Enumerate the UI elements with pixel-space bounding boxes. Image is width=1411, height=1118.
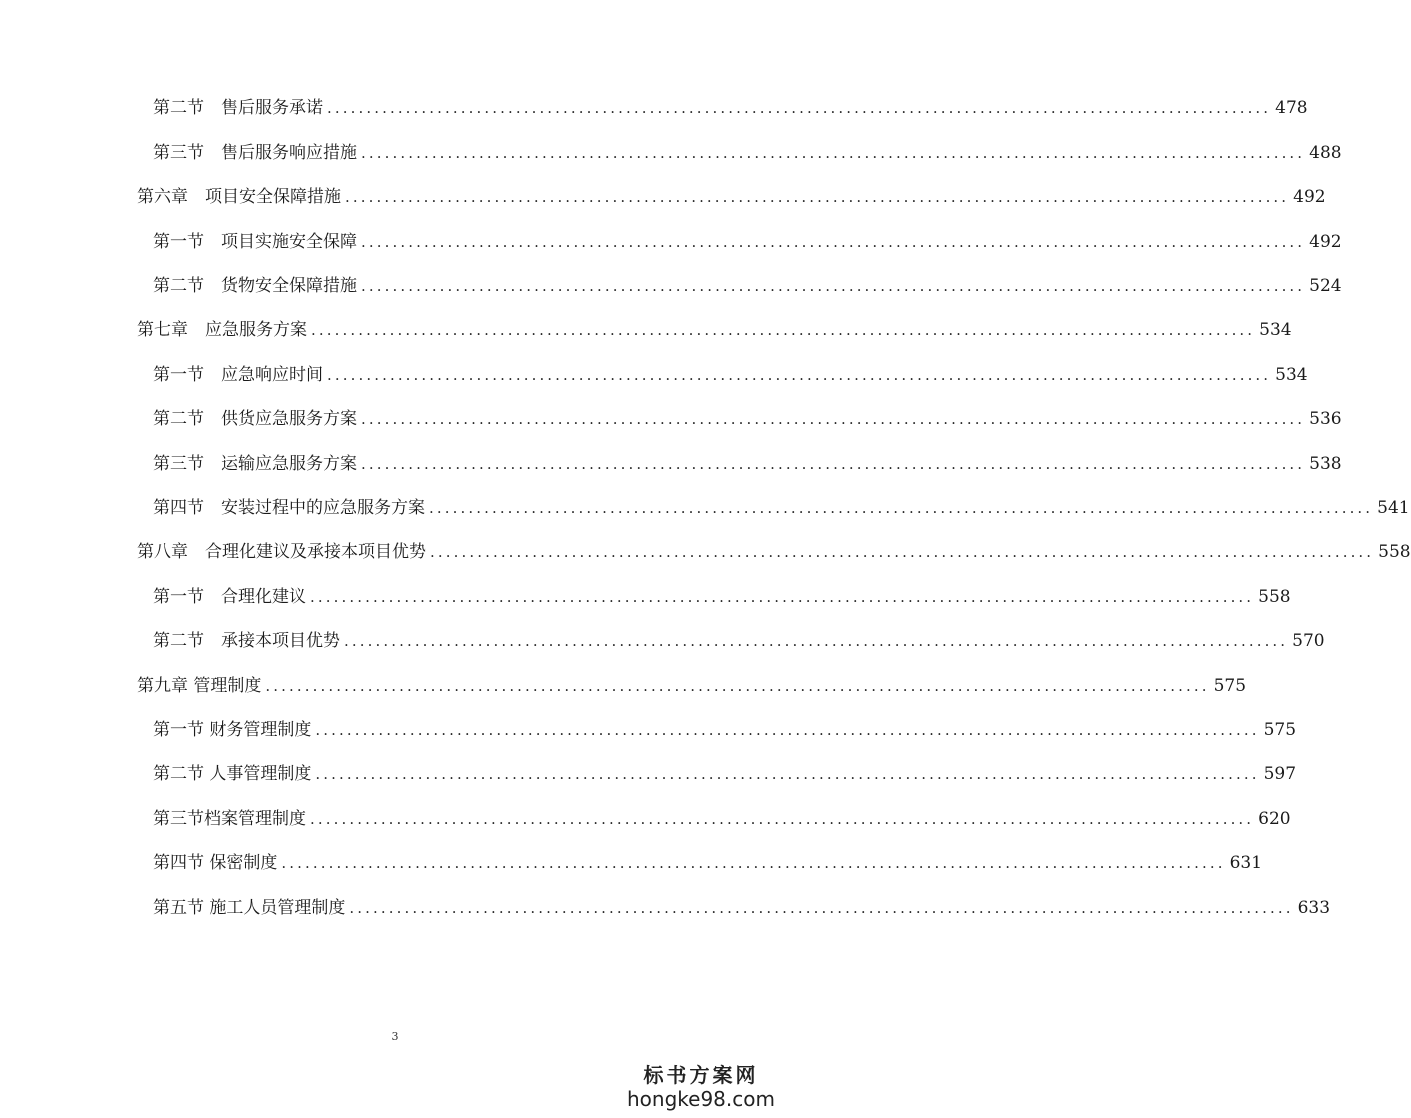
toc-entry-label: 第三节 售后服务响应措施 bbox=[153, 143, 357, 163]
toc-entry-label: 第九章 管理制度 bbox=[137, 676, 262, 696]
toc-entry-page: 534 bbox=[1259, 320, 1292, 340]
toc-entry-label: 第一节 项目实施安全保障 bbox=[153, 232, 357, 252]
toc-entry-page: 534 bbox=[1275, 365, 1308, 385]
toc-entry-label: 第一节 应急响应时间 bbox=[153, 365, 323, 385]
toc-entry-page: 558 bbox=[1258, 587, 1291, 607]
toc-entry-label: 第二节 供货应急服务方案 bbox=[153, 409, 357, 429]
toc-entry-page: 492 bbox=[1293, 187, 1326, 207]
toc-entry-label: 第四节 保密制度 bbox=[153, 853, 278, 873]
dot-leader: ........................................................................................................................ bbox=[281, 854, 1226, 872]
page-number: 3 bbox=[391, 1030, 399, 1043]
toc-entry[interactable] bbox=[153, 585, 1291, 609]
toc-entry[interactable] bbox=[153, 407, 1342, 431]
dot-leader: ........................................................................................................................ bbox=[311, 321, 1256, 339]
toc-entry[interactable] bbox=[153, 141, 1342, 165]
toc-entry-page: 575 bbox=[1213, 676, 1247, 696]
toc-entry-label: 第三节档案管理制度 bbox=[153, 809, 306, 829]
toc-entry-page: 633 bbox=[1297, 898, 1331, 918]
toc-entry-label: 第七章 应急服务方案 bbox=[137, 320, 307, 340]
toc-entry[interactable] bbox=[153, 363, 1308, 387]
toc-entry-label: 第二节 人事管理制度 bbox=[153, 764, 312, 784]
toc-entry[interactable] bbox=[153, 274, 1342, 298]
toc-chapter-entry[interactable] bbox=[137, 318, 1292, 342]
toc-entry-page: 575 bbox=[1263, 720, 1297, 740]
toc-entry-label: 第八章 合理化建议及承接本项目优势 bbox=[137, 542, 426, 562]
toc-entry-page: 558 bbox=[1378, 542, 1411, 562]
dot-leader: ........................................................................................................................ bbox=[345, 188, 1290, 206]
dot-leader: ........................................................................................................................ bbox=[315, 721, 1260, 739]
watermark-logo bbox=[626, 1059, 776, 1110]
dot-leader: ........................................................................................................................ bbox=[430, 543, 1375, 561]
toc-entry-label: 第二节 售后服务承诺 bbox=[153, 98, 323, 118]
toc-entry-label: 第二节 承接本项目优势 bbox=[153, 631, 340, 651]
toc-entry[interactable] bbox=[153, 452, 1342, 476]
dot-leader: ........................................................................................................................ bbox=[310, 810, 1255, 828]
toc-entry-label: 第六章 项目安全保障措施 bbox=[137, 187, 341, 207]
dot-leader: ........................................................................................................................ bbox=[361, 233, 1306, 251]
toc-entry[interactable] bbox=[153, 807, 1291, 831]
toc-entry[interactable] bbox=[153, 762, 1297, 786]
toc-entry[interactable] bbox=[153, 851, 1263, 875]
toc-entry-label: 第一节 财务管理制度 bbox=[153, 720, 312, 740]
toc-entry[interactable] bbox=[153, 896, 1331, 920]
toc-entry-page: 492 bbox=[1309, 232, 1342, 252]
dot-leader: ........................................................................................................................ bbox=[344, 632, 1289, 650]
toc-entry[interactable] bbox=[153, 629, 1325, 653]
dot-leader: ........................................................................................................................ bbox=[265, 677, 1210, 695]
dot-leader: ........................................................................................................................ bbox=[429, 499, 1374, 517]
toc-entry[interactable] bbox=[153, 230, 1342, 254]
toc-entry-page: 488 bbox=[1309, 143, 1342, 163]
toc-entry[interactable] bbox=[153, 496, 1410, 520]
toc-entry-page: 536 bbox=[1309, 409, 1342, 429]
dot-leader: ........................................................................................................................ bbox=[361, 410, 1306, 428]
toc-chapter-entry[interactable] bbox=[137, 185, 1326, 209]
toc-entry-label: 第五节 施工人员管理制度 bbox=[153, 898, 346, 918]
toc-entry-label: 第四节 安装过程中的应急服务方案 bbox=[153, 498, 425, 518]
dot-leader: ........................................................................................................................ bbox=[361, 277, 1306, 295]
toc-entry-label: 第二节 货物安全保障措施 bbox=[153, 276, 357, 296]
watermark-title: 标书方案网 bbox=[643, 1063, 759, 1087]
dot-leader: ........................................................................................................................ bbox=[327, 366, 1272, 384]
dot-leader: ........................................................................................................................ bbox=[327, 99, 1272, 117]
dot-leader: ........................................................................................................................ bbox=[361, 455, 1306, 473]
dot-leader: ........................................................................................................................ bbox=[361, 144, 1306, 162]
toc-entry[interactable] bbox=[153, 718, 1297, 742]
toc-chapter-entry[interactable] bbox=[137, 674, 1247, 698]
watermark-url: hongke98.com bbox=[627, 1087, 775, 1111]
dot-leader: ........................................................................................................................ bbox=[310, 588, 1255, 606]
toc-entry-label: 第一节 合理化建议 bbox=[153, 587, 306, 607]
dot-leader: ........................................................................................................................ bbox=[315, 765, 1260, 783]
toc-entry-page: 538 bbox=[1309, 454, 1342, 474]
toc-entry-page: 570 bbox=[1292, 631, 1325, 651]
toc-chapter-entry[interactable] bbox=[137, 540, 1411, 564]
toc-entry-page: 541 bbox=[1377, 498, 1410, 518]
toc-entry[interactable] bbox=[153, 96, 1308, 120]
toc-entry-label: 第三节 运输应急服务方案 bbox=[153, 454, 357, 474]
toc-entry-page: 631 bbox=[1229, 853, 1263, 873]
toc-entry-page: 524 bbox=[1309, 276, 1342, 296]
toc-entry-page: 597 bbox=[1263, 764, 1297, 784]
toc-entry-page: 478 bbox=[1275, 98, 1308, 118]
dot-leader: ........................................................................................................................ bbox=[349, 899, 1294, 917]
toc-entry-page: 620 bbox=[1258, 809, 1291, 829]
